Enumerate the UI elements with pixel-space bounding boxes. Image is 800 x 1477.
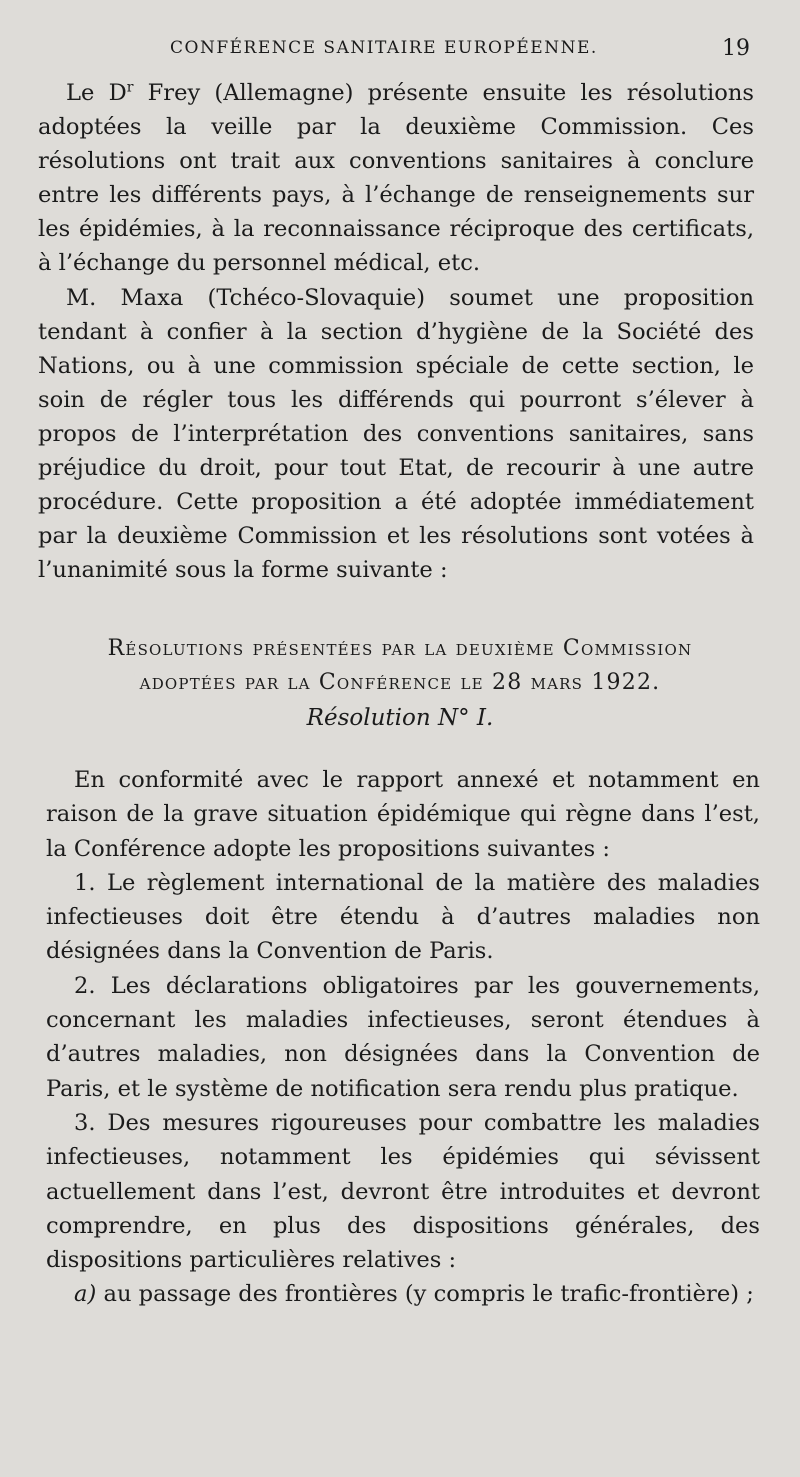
paragraph-frey-start: Le D xyxy=(66,80,127,106)
resolution-title xyxy=(38,632,762,700)
resolution-title-line1: Résolutions présentées par la deuxième Commission xyxy=(107,636,693,661)
paragraph-frey xyxy=(38,76,754,281)
resolution-item-a xyxy=(46,1277,760,1311)
page-number: 19 xyxy=(722,36,750,61)
resolution-subtitle: Résolution N° I. xyxy=(306,705,494,731)
paragraph-maxa: M. Maxa (Tchéco-Slovaquie) soumet une proposition tendant à confier à la section d’hygiène de la Société des Nations, ou à une commission spéciale de cette section, le soin de régler tous les différends qui pourront s’élever à propos de l’interprétation des conventions sanitaires, sans préjudice du droit, pour tout Etat, de recourir à une autre procédure. Cette proposition a été adoptée immédiatement par la deuxième Commission et les résolutions sont votées à l’unanimité sous la forme suivante : xyxy=(38,284,754,584)
item-a-text: au passage des frontières (y compris le trafic-frontière) ; xyxy=(96,1281,754,1308)
paragraph-frey-rest: Frey (Allemagne) présente ensuite les résolutions adoptées la veille par la deuxième Commission. Ces résolutions ont trait aux conventions sanitaires à conclure entre les différents pays, à l’échange de renseignements sur les épidémies, à la reconnaissance réciproque des certificats, à l’échange du personnel médical, etc. xyxy=(38,80,755,277)
doctor-superscript: r xyxy=(126,79,134,96)
resolution-item-1: 1. Le règlement international de la matière des maladies infectieuses doit être étendu à d’autres maladies non désignées dans la Convention de Paris. xyxy=(46,869,760,965)
page-header xyxy=(0,36,800,70)
resolution-intro: En conformité avec le rapport annexé et notamment en raison de la grave situation épidémique qui règne dans l’est, la Conférence adopte les propositions suivantes : xyxy=(46,767,760,862)
resolution-item-3: 3. Des mesures rigoureuses pour combattre les maladies infectieuses, notamment les épidémies qui sévissent actuellement dans l’est, devront être introduites et devront comprendre, en plus des dispositions générales, des dispositions particulières relatives : xyxy=(46,1109,760,1274)
item-a-letter: a) xyxy=(74,1281,97,1308)
resolution-item-2: 2. Les déclarations obligatoires par les gouvernements, concernant les maladies infectieuses, seront étendues à d’autres maladies, non désignées dans la Convention de Paris, et le système de notification sera rendu plus pratique. xyxy=(46,972,760,1102)
resolution-title-line2: adoptées par la Conférence le 28 mars 1922. xyxy=(139,670,661,695)
running-head: CONFÉRENCE SANITAIRE EUROPÉENNE. xyxy=(170,38,598,58)
body-text xyxy=(38,76,754,587)
resolution-body xyxy=(46,763,760,1312)
